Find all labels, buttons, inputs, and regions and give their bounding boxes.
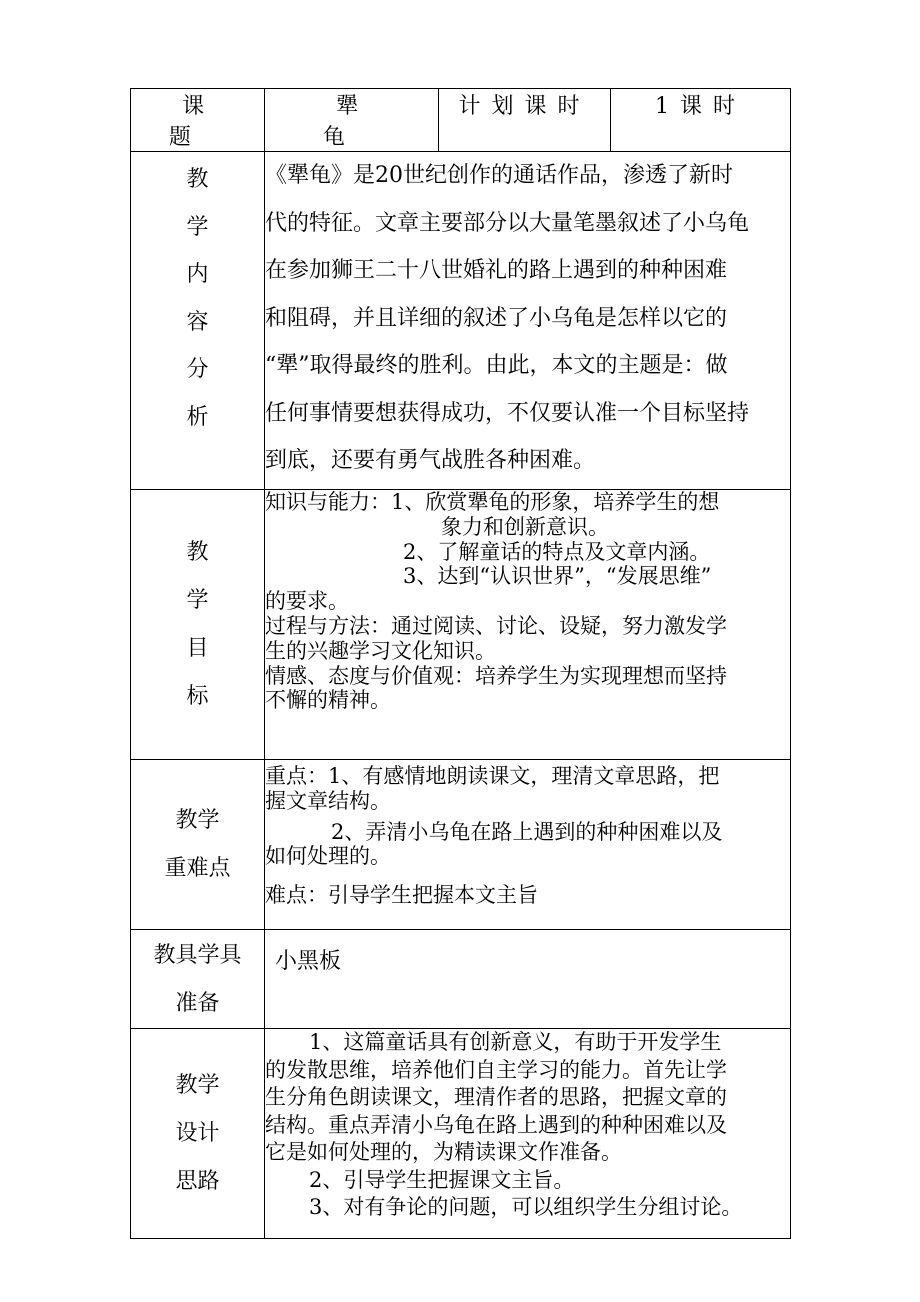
content-analysis-row — [131, 152, 791, 490]
content-analysis-label: 教 学 内 容 分 析 — [131, 152, 265, 490]
objectives-text: 知识与能力：1、欣赏犟龟的形象，培养学生的想 象力和创新意识。 2、了解童话的特点及文章内涵。 3、达到“认识世界”，“发展思维” 的要求。 过程与方法：通过阅读、讨论、设疑，努力激发学 生的兴趣学习文化知识。 情感、态度与价值观：培养学生为实现理想而坚持 不懈的精神。 — [265, 490, 791, 760]
key-points-label: 教学 重难点 — [131, 760, 265, 930]
key-points-text: 重点：1、有感情地朗读课文，理清文章思路，把 握文章结构。 2、弄清小乌龟在路上遇到的种种困难以及 如何处理的。 难点：引导学生把握本文主旨 — [265, 760, 791, 930]
objectives-row — [131, 490, 791, 760]
design-label: 教学 设计 思路 — [131, 1029, 265, 1239]
planned-hours-label: 计划课时 — [439, 89, 611, 152]
tools-value: 小黑板 — [265, 930, 791, 1029]
tools-row — [131, 930, 791, 1029]
topic-value: 犟 龟 — [265, 89, 439, 152]
design-row — [131, 1029, 791, 1239]
design-text: 1、这篇童话具有创新意义，有助于开发学生 的发散思维，培养他们自主学习的能力。首先让学 生分角色朗读课文，理清作者的思路，把握文章的 结构。重点弄清小乌龟在路上遇到的种种困难以及 它是如何处理的，为精读课文作准备。 2、引导学生把握课文主旨。 3、对有争论的问题，可以组织学生分组讨论。 — [265, 1029, 791, 1239]
header-row — [131, 89, 791, 152]
planned-hours-value: 1课时 — [611, 89, 791, 152]
objectives-label: 教 学 目 标 — [131, 490, 265, 760]
tools-label: 教具学具 准备 — [131, 930, 265, 1029]
content-analysis-text: 《犟龟》是20世纪创作的通话作品，渗透了新时 代的特征。文章主要部分以大量笔墨叙述了小乌龟 在参加狮王二十八世婚礼的路上遇到的种种困难 和阻碍，并且详细的叙述了小乌龟是怎样以它的 “犟”取得最终的胜利。由此，本文的主题是：做 任何事情要想获得成功，不仅要认准一个目标坚持 到底，还要有勇气战胜各种困难。 — [265, 152, 791, 490]
topic-label: 课 题 — [131, 89, 265, 152]
key-points-row — [131, 760, 791, 930]
lesson-plan-table — [130, 88, 791, 1239]
